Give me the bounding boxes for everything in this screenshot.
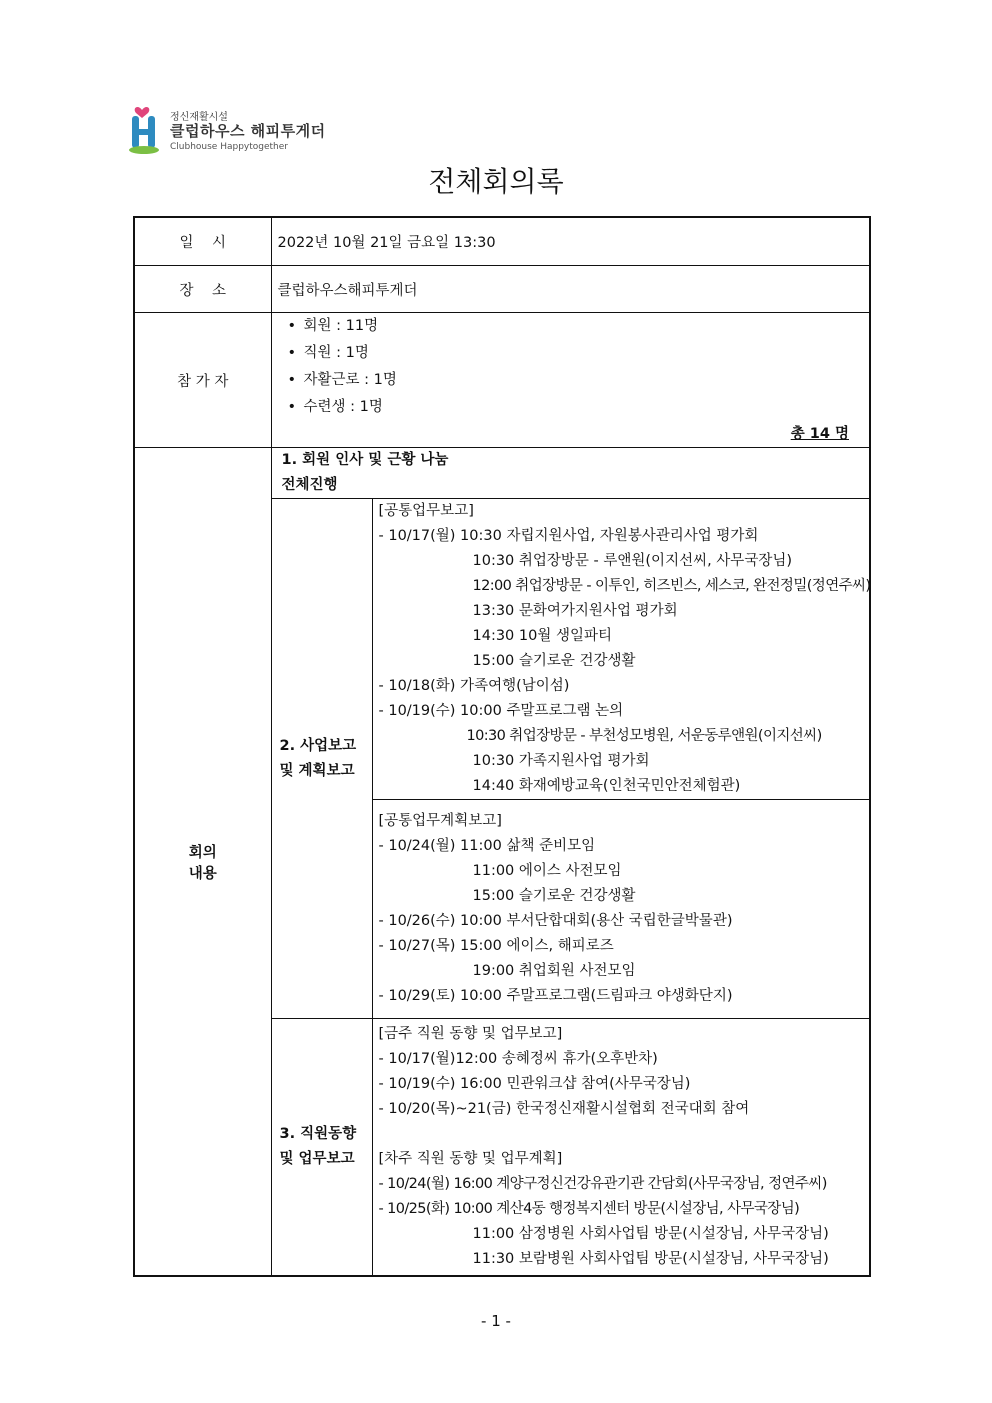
next-week-line: - 10/25(화) 10:00 계산4동 행정복지센터 방문(시설장님, 사무국장님) — [378, 1201, 800, 1217]
attendee-item: • 수련생 : 1명 — [288, 394, 864, 421]
report-line: 14:30 10월 생일파티 — [472, 628, 612, 644]
plan-line: 15:00 슬기로운 건강생활 — [472, 888, 636, 904]
place-row — [134, 266, 870, 313]
section2-label — [271, 499, 372, 1019]
plan-line: 19:00 취업회원 사전모임 — [472, 963, 636, 979]
logo-english-name: Clubhouse Happytogether — [170, 142, 288, 152]
attendees-total: 총 14 명 — [790, 426, 849, 442]
plan-line: - 10/24(월) 11:00 삶책 준비모임 — [378, 838, 596, 854]
section1-cell — [271, 448, 870, 499]
report-line: - 10/18(화) 가족여행(남이섬) — [378, 678, 570, 694]
next-week-line: 11:30 보람병원 사회사업팀 방문(시설장님, 사무국장님) — [472, 1251, 829, 1267]
section1-sub: 전체진행 — [281, 477, 338, 493]
next-week-header: [차주 직원 동향 및 업무계획] — [378, 1151, 563, 1167]
date-row — [134, 217, 870, 266]
report-line: 14:40 화재예방교육(인천국민안전체험관) — [472, 778, 741, 794]
logo-subtitle: 정신재활시설 — [170, 112, 228, 123]
section3-label — [271, 1019, 372, 1277]
section2-label-line2: 및 계획보고 — [279, 762, 355, 779]
plan-line: 11:00 에이스 사전모임 — [472, 863, 622, 879]
section1-row — [134, 448, 870, 499]
report-line: 10:30 가족지원사업 평가회 — [472, 753, 650, 769]
plan-line: - 10/27(목) 15:00 에이스, 해피로즈 — [378, 938, 614, 954]
section3-label-line1: 3. 직원동향 — [279, 1126, 357, 1142]
report-line: 10:30 취업장방문 - 루앤원(이지선씨, 사무국장님) — [472, 553, 792, 569]
next-week-line: - 10/24(월) 16:00 계양구정신건강유관기관 간담회(사무국장님, 정연주씨) — [378, 1176, 827, 1192]
section1-title: 1. 회원 인사 및 근황 나눔 — [281, 452, 449, 468]
date-value: 2022년 10월 21일 금요일 13:30 — [271, 217, 870, 266]
attendee-item: • 회원 : 11명 — [288, 313, 864, 340]
plan-line: - 10/26(수) 10:00 부서단합대회(용산 국립한글박물관) — [378, 913, 733, 929]
report-line: 13:30 문화여가지원사업 평가회 — [472, 603, 678, 619]
logo — [128, 102, 328, 158]
logo-name: 클럽하우스 해피투게더 — [170, 122, 326, 140]
attendees-cell — [271, 313, 870, 448]
attendees-list — [278, 313, 864, 421]
section2-plan-cell — [372, 800, 870, 1019]
page-number: - 1 - — [481, 1312, 511, 1330]
attendees-label: 참 가 자 — [134, 313, 271, 448]
this-week-line: - 10/19(수) 16:00 민관워크샵 참여(사무국장님) — [378, 1076, 691, 1092]
attendees-row — [134, 313, 870, 448]
report-line: 12:00 취업장방문 - 이투인, 히즈빈스, 세스코, 완전정밀(정연주씨) — [472, 578, 871, 594]
meeting-content-label: 회의 내용 — [134, 448, 271, 1277]
plan-line: - 10/29(토) 10:00 주말프로그램(드림파크 야생화단지) — [378, 988, 733, 1004]
report-line: 10:30 취업장방문 - 부천성모병원, 서운동루앤원(이지선씨) — [466, 728, 822, 744]
this-week-line: - 10/17(월)12:00 송혜정씨 휴가(오후반차) — [378, 1051, 658, 1067]
plan-header: [공통업무계획보고] — [378, 813, 502, 829]
attendee-item: • 자활근로 : 1명 — [288, 367, 864, 394]
section3-label-line2: 및 업무보고 — [279, 1151, 355, 1167]
report-line: 15:00 슬기로운 건강생활 — [472, 653, 636, 669]
report-line: - 10/17(월) 10:30 자립지원사업, 자원봉사관리사업 평가회 — [378, 528, 759, 544]
report-line: - 10/19(수) 10:00 주말프로그램 논의 — [378, 703, 624, 719]
page-title: 전체회의록 — [428, 165, 564, 198]
date-label: 일 시 — [134, 217, 271, 266]
report-header: [공통업무보고] — [378, 503, 474, 519]
minutes-table — [133, 216, 871, 1277]
blank-line — [379, 1122, 864, 1147]
this-week-line: - 10/20(목)~21(금) 한국정신재활시설협회 전국대회 참여 — [378, 1101, 750, 1117]
section2-label-line1: 2. 사업보고 — [279, 737, 357, 754]
this-week-header: [금주 직원 동향 및 업무보고] — [378, 1026, 563, 1042]
section2-report-cell — [372, 499, 870, 800]
next-week-line: 11:00 삼정병원 사회사업팀 방문(시설장님, 사무국장님) — [472, 1226, 829, 1242]
section3-cell — [372, 1019, 870, 1277]
place-value: 클럽하우스해피투게더 — [271, 266, 870, 313]
attendee-item: • 직원 : 1명 — [288, 340, 864, 367]
clubhouse-logo-icon — [128, 102, 168, 156]
place-label: 장 소 — [134, 266, 271, 313]
